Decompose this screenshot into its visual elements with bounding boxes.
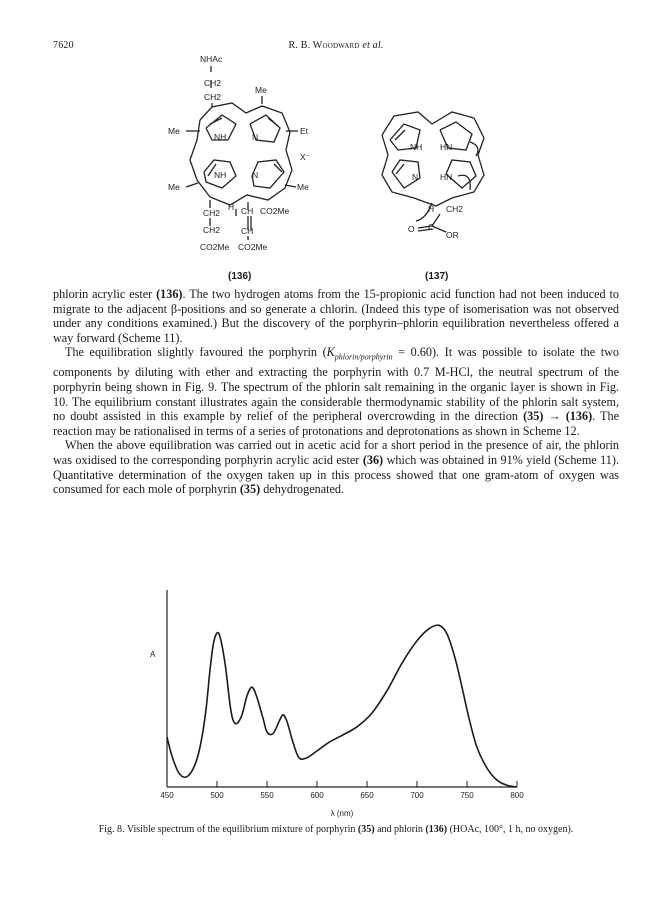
x-tick-label: 600 — [310, 791, 324, 800]
x-axis-label: λ (nm) — [330, 809, 354, 818]
atom-n: N — [412, 172, 419, 182]
sub-me-top: Me — [255, 85, 267, 95]
atom-ch2: CH2 — [446, 204, 464, 214]
counterion: X⁻ — [300, 152, 311, 162]
sub-h: H — [228, 202, 235, 212]
label-compound-137: (137) — [425, 271, 449, 282]
series-line — [167, 625, 517, 787]
sub-ch-b: CH — [241, 226, 254, 236]
atom-or: OR — [446, 230, 459, 240]
sub-ch-a: CH — [241, 206, 254, 216]
label-compound-136: (136) — [228, 271, 252, 282]
x-ticks — [160, 781, 524, 800]
figure-caption: Fig. 8. Visible spectrum of the equilibrium mixture of porphyrin (35) and phlorin (136) (HOAc, 100°, 1 h, no oxygen). — [98, 824, 574, 835]
sub-me-left2: Me — [168, 182, 180, 192]
n-1: NH — [214, 132, 227, 142]
atom-nh: NH — [410, 142, 423, 152]
spectrum-chart — [140, 585, 530, 820]
paragraph-3: When the above equilibration was carried out in acetic acid for a short period in the presence of air, the phlorin was oxidised to the corresponding porphyrin acrylic acid ester (36) which was obtained in 91% yield (Scheme 11). Quantitative determination of the oxygen taken up in this process showed that one gram-atom of oxygen was consumed for each mole of porphyrin (35) dehydrogenated. — [53, 438, 619, 497]
sub-ch2-c: CH2 — [203, 208, 221, 218]
x-tick-label: 750 — [460, 791, 474, 800]
n-3: NH — [214, 170, 227, 180]
x-tick-label: 700 — [410, 791, 424, 800]
x-tick-label: 650 — [360, 791, 374, 800]
header-authors: R. B. Woodward — [288, 40, 360, 51]
sub-ch2-d: CH2 — [203, 225, 221, 235]
sub-me-right: Me — [297, 182, 309, 192]
sub-et: Et — [300, 126, 309, 136]
y-axis-label: A — [150, 650, 156, 659]
sub-co2me-b: CO2Me — [260, 206, 290, 216]
sub-co2me-c: CO2Me — [238, 242, 268, 252]
atom-hn2: HN — [440, 172, 453, 182]
x-tick-label: 550 — [260, 791, 274, 800]
x-tick-label: 450 — [160, 791, 174, 800]
sub-nhac: NHAc — [200, 54, 223, 64]
data-points — [167, 625, 517, 787]
n-4: N — [252, 170, 259, 180]
body-text — [53, 287, 619, 497]
atom-h: H — [428, 204, 435, 214]
header-et-al: et al. — [362, 40, 384, 51]
structure-136-labels — [168, 54, 311, 252]
atom-c: C — [428, 222, 435, 232]
structure-137-labels — [408, 142, 463, 240]
page-number: 7620 — [53, 40, 74, 51]
sub-ch2-a: CH2 — [204, 78, 222, 88]
atom-o: O — [408, 224, 415, 234]
x-tick-label: 800 — [510, 791, 524, 800]
chemical-structures — [0, 0, 672, 290]
sub-co2me-a: CO2Me — [200, 242, 230, 252]
x-tick-label: 500 — [210, 791, 224, 800]
structure-137-bonds — [382, 112, 484, 232]
sub-ch2-b: CH2 — [204, 92, 222, 102]
paragraph-1: phlorin acrylic ester (136). The two hydrogen atoms from the 15-propionic acid function had not been induced to migrate to the adjacent β-positions and so generate a chlorin. (Indeed this type of isomerisation was not observed under any conditions examined.) But the discovery of the porphyrin–phlorin equilibration nevertheless offered a way forward (Scheme 11). — [53, 287, 619, 345]
atom-hn: HN — [440, 142, 453, 152]
paragraph-2: The equilibration slightly favoured the porphyrin $(K_{phlorin/porphyrin} = 0.60)$. It was possible to isolate the two components by diluting with ether and extracting the porphyrin with 0.7 M-HCl, the neutral spectrum of the porphyrin being shown in Fig. 9. The spectrum of the phlorin salt remaining in the organic layer is shown in Fig. 10. The equilibrium constant illustrates again the considerable thermodynamic stability of the phlorin salt system, no doubt assisted in this example by relief of the peripheral overcrowding in the direction (35) → (136). The reaction may be rationalised in terms of a series of protonations and deprotonations as shown in Scheme 12. — [53, 345, 619, 438]
sub-me-left: Me — [168, 126, 180, 136]
n-2: N — [252, 132, 259, 142]
